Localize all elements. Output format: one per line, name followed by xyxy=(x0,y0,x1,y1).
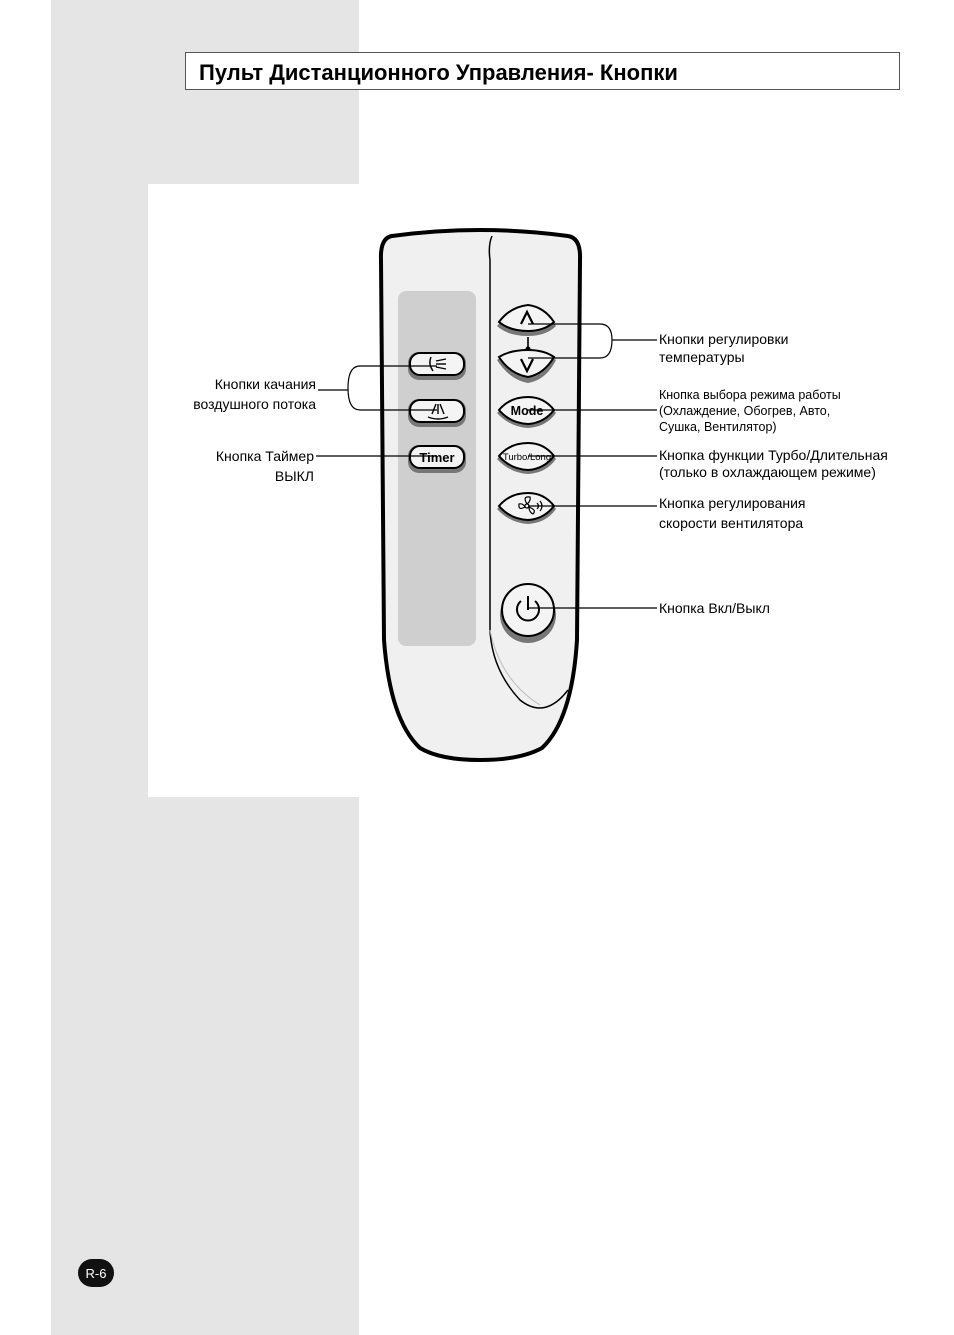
swing-label-line-2: воздушного потока xyxy=(193,396,316,412)
power-button[interactable] xyxy=(500,584,556,643)
turbo-label-line-1: Кнопка функции Турбо/Длительная xyxy=(659,447,888,463)
timer-button-label: Timer xyxy=(419,450,455,465)
timer-label-line-2: ВЫКЛ xyxy=(274,468,314,484)
page-number-badge: R-6 xyxy=(78,1259,114,1287)
temperature-label-line-1: Кнопки регулировки xyxy=(659,331,789,347)
fan-speed-label-line-2: скорости вентилятора xyxy=(659,515,804,531)
fan-speed-label-line-1: Кнопка регулирования xyxy=(659,495,806,511)
mode-label-line-3: Сушка, Вентилятор) xyxy=(659,420,777,434)
timer-button[interactable] xyxy=(408,445,466,473)
mode-button-label: Mode xyxy=(510,404,544,418)
mode-label-line-1: Кнопка выбора режима работы xyxy=(659,388,841,402)
turbo-button-label: Turbo/Long xyxy=(502,452,552,463)
mode-label xyxy=(659,387,841,435)
temperature-label xyxy=(659,330,788,366)
temperature-label-line-2: температуры xyxy=(659,349,745,365)
swing-label-line-1: Кнопки качания xyxy=(214,376,316,392)
timer-label-line-1: Кнопка Таймер xyxy=(215,448,314,464)
swing-label xyxy=(193,374,316,414)
mode-label-line-2: (Охлаждение, Обогрев, Авто, xyxy=(659,404,831,418)
power-label: Кнопка Вкл/Выкл xyxy=(659,600,770,616)
timer-label xyxy=(216,446,314,486)
swing-horizontal-button[interactable] xyxy=(408,399,466,427)
turbo-label-line-2: (только в охлаждающем режиме) xyxy=(659,464,876,480)
page-title: Пульт Дистанционного Управления- Кнопки xyxy=(199,60,678,85)
turbo-label xyxy=(659,447,888,481)
remote-body xyxy=(381,230,580,760)
fan-speed-label xyxy=(659,493,806,533)
